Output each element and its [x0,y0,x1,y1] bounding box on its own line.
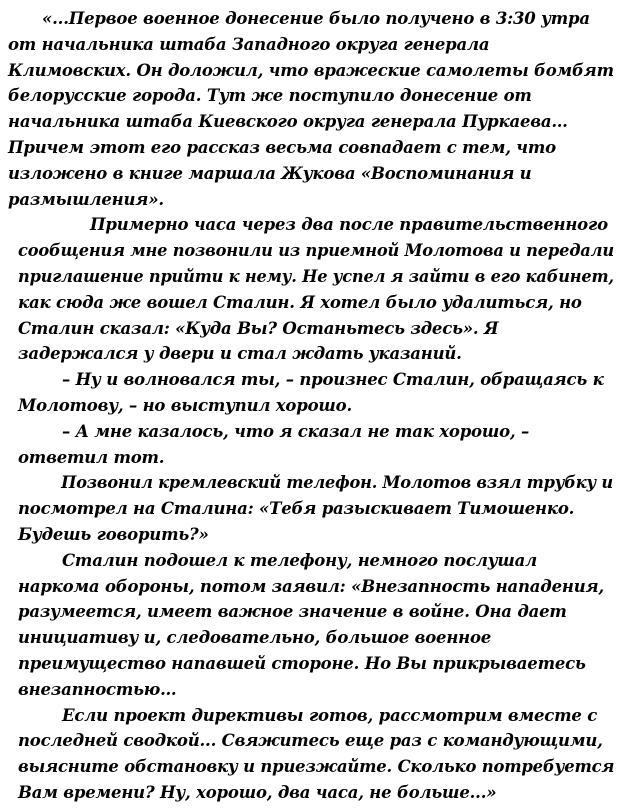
paragraph-directive [18,703,615,806]
text-line: задержался у двери и стал ждать указаний. [18,344,462,364]
paragraph-phone-call [18,470,613,547]
text-line: размышления». [8,189,164,209]
paragraph-report [8,6,614,212]
text-line: Сталин подошел к телефону, немного послушал [62,550,537,570]
text-line: ответил тот. [18,447,165,467]
paragraph-dialogue-molotov [18,419,608,471]
text-line: инициативу и, следовательно, большое военное [18,628,492,648]
text-line: Будешь говорить?» [18,524,209,544]
text-line: Позвонил кремлевский телефон. Молотов взял трубку и [61,473,613,493]
text-line: внезапностью… [18,679,177,699]
text-line: преимущество напавшей стороне. Но Вы прикрываетесь [18,653,586,673]
text-line: начальника штаба Киевского округа генерала Пуркаева… [8,112,568,132]
text-line: Если проект директивы готов, рассмотрим вместе с [62,705,598,725]
text-line: посмотрел на Сталина: «Тебя разыскивает Тимошенко. [18,499,575,519]
text-line: наркома обороны, потом заявил: «Внезапность нападения, [18,576,604,596]
text-line: Причем этот его рассказ весьма совпадает с тем, что [8,137,556,157]
text-line: Вам времени? Ну, хорошо, два часа, не больше...» [18,782,497,802]
text-line: Молотову, – но выступил хорошо. [18,395,352,415]
text-line: «...Первое военное донесение было получено в 3:30 утра [42,9,590,28]
text-line: выясните обстановку и приезжайте. Сколько потребуется [18,757,615,777]
text-line: изложено в книге маршала Жукова «Воспоминания и [8,163,532,183]
text-line: приглашение прийти к нему. Не успел я зайти в его кабинет, [18,266,614,286]
text-line: Сталин сказал: «Куда Вы? Останьтесь здесь». Я [18,318,499,338]
text-line: – А мне казалось, что я сказал не так хорошо, – [62,421,530,441]
text-line: сообщения мне позвонили из приемной Молотова и передали [18,241,614,261]
text-line: последней сводкой... Свяжитесь еще раз с командующими, [18,731,603,751]
text-line: – Ну и волновался ты, – произнес Сталин, обращаясь к [62,370,604,390]
text-line: как сюда же вошел Сталин. Я хотел было удалиться, но [18,292,582,312]
paragraph-dialogue-stalin [18,367,608,419]
text-line: разумеется, имеет важное значение в войне. Она дает [18,602,567,622]
text-line: от начальника штаба Западного округа генерала [8,34,490,54]
text-line: белорусские города. Тут же поступило донесение от [8,86,532,106]
paragraph-stalin-reply [18,548,608,703]
paragraph-molotov-invite [18,212,614,367]
text-line: Примерно часа через два после правительственного [90,215,608,235]
text-line: Климовских. Он доложил, что вражеские самолеты бомбят [8,60,614,80]
